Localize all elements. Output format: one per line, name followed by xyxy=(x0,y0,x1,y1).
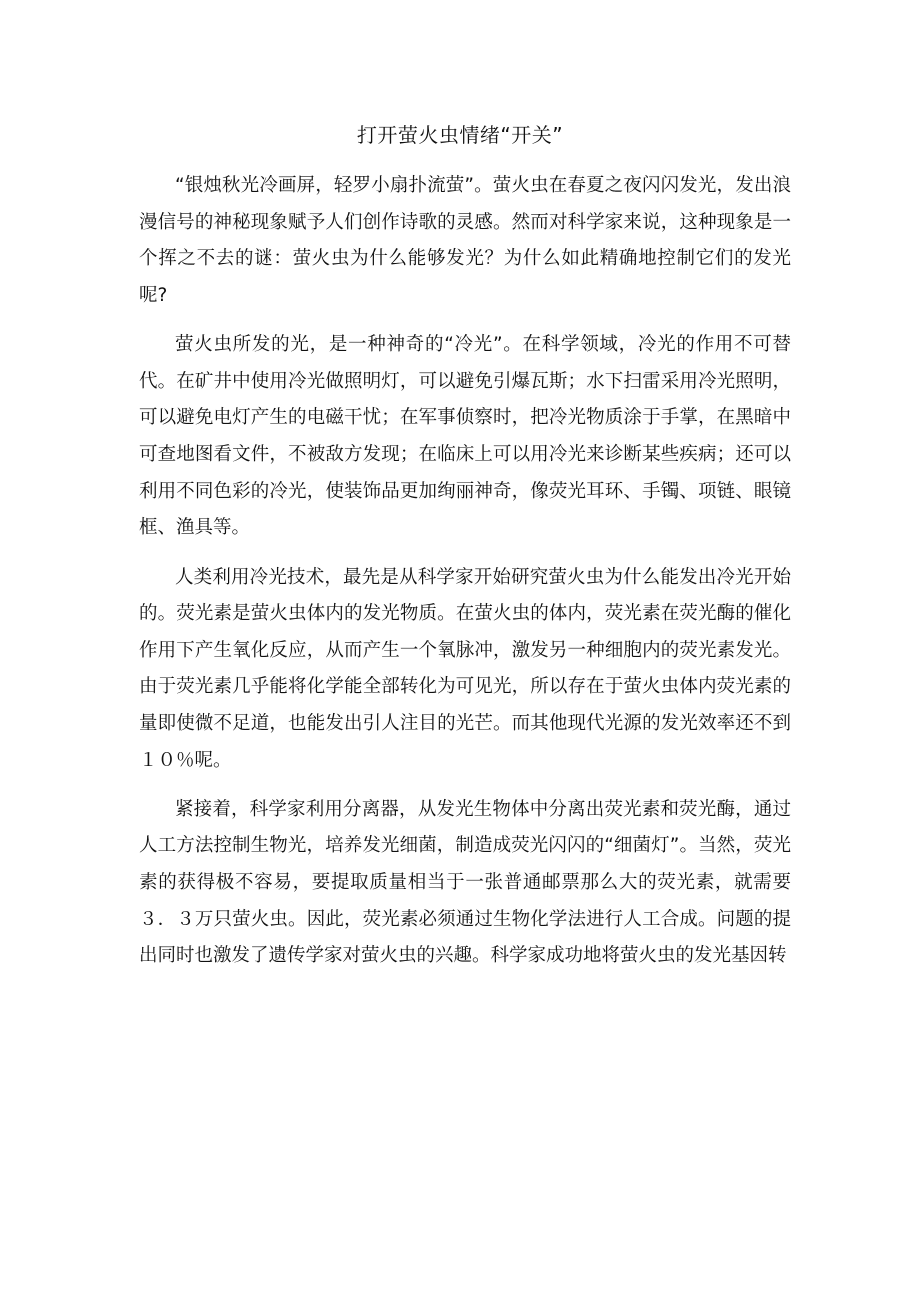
document-title: 打开萤火虫情绪“开关” xyxy=(356,123,564,147)
document-body xyxy=(139,168,791,975)
paragraph-2: 萤火虫所发的光，是一种神奇的“冷光”。在科学领域，冷光的作用不可替代。在矿井中使用冷光做照明灯，可以避免引爆瓦斯；水下扫雷采用冷光照明，可以避免电灯产生的电磁干忧；在军事侦察时，把冷光物质涂于手掌，在黑暗中可查地图看文件，不被敌方发现；在临床上可以用冷光来诊断某些疾病；还可以利用不同色彩的冷光，使装饰品更加绚丽神奇，像荧光耳环、手镯、项链、眼镜框、渔具等。 xyxy=(139,334,791,539)
paragraph-4: 紧接着，科学家利用分离器，从发光生物体中分离出荧光素和荧光酶，通过人工方法控制生物光，培养发光细菌，制造成荧光闪闪的“细菌灯”。当然，荧光素的获得极不容易，要提取质量相当于一张普通邮票那么大的荧光素，就需要３．３万只萤火虫。因此，荧光素必须通过生物化学法进行人工合成。问题的提出同时也激发了遗传学家对萤火虫的兴趣。科学家成功地将萤火虫的发光基因转 xyxy=(139,798,791,967)
paragraph-3: 人类利用冷光技术，最先是从科学家开始研究萤火虫为什么能发出冷光开始的。荧光素是萤火虫体内的发光物质。在萤火虫的体内，荧光素在荧光酶的催化作用下产生氧化反应，从而产生一个氧脉冲，激发另一种细胞内的荧光素发光。由于荧光素几乎能将化学能全部转化为可见光，所以存在于萤火虫体内荧光素的量即使微不足道，也能发出引人注目的光芒。而其他现代光源的发光效率还不到１０％呢。 xyxy=(139,566,791,771)
paragraph-1: “银烛秋光冷画屏，轻罗小扇扑流萤”。萤火虫在春夏之夜闪闪发光，发出浪漫信号的神秘现象赋予人们创作诗歌的灵感。然而对科学家来说，这种现象是一个挥之不去的谜：萤火虫为什么能够发光？为什么如此精确地控制它们的发光呢? xyxy=(139,175,791,306)
